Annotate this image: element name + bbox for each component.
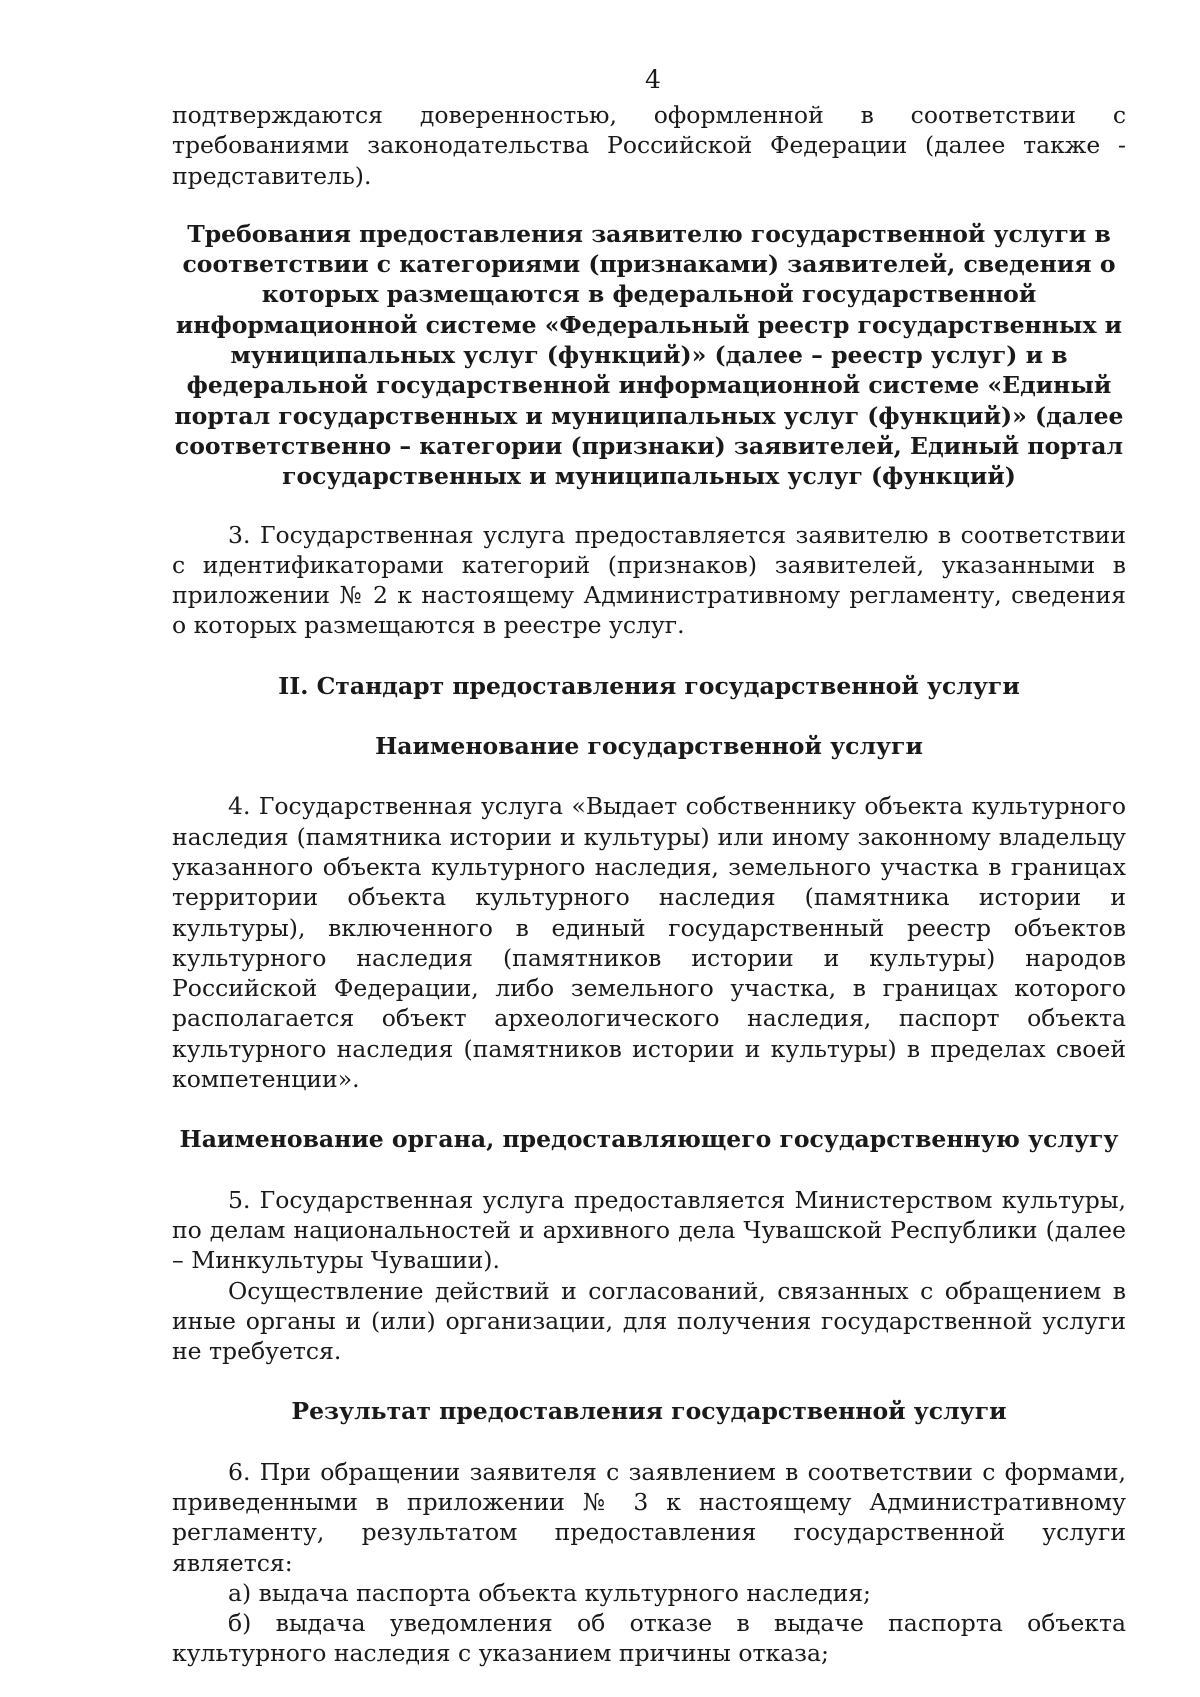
section-2-title: II. Стандарт предоставления государственной услуги bbox=[278, 671, 1020, 700]
spacer bbox=[172, 761, 1126, 791]
intro-paragraph: подтверждаются доверенностью, оформленной в соответствии с требованиями законодательства Российской Федерации (далее также - представитель). bbox=[172, 101, 1126, 190]
document-page bbox=[172, 60, 1126, 1669]
heading-result: Результат предоставления государственной услуги bbox=[291, 1397, 1007, 1426]
list-item-a: а) выдача паспорта объекта культурного наследия; bbox=[228, 1578, 871, 1607]
heading-requirements: Требования предоставления заявителю государственной услуги в соответствии с категориями (признаками) заявителей, сведения о которых размещаются в федеральной государственной информационной системе «Федеральный реестр государственных и муниципальных услуг (функций)» (далее – реестр услуг) и в федеральной государственной информационной системе «Единый портал государственных и муниципальных услуг (функций)» (далее соответственно – категории (признаки) заявителей, Единый портал государственных и муниципальных услуг (функций) bbox=[174, 219, 1124, 491]
paragraph-4: 4. Государственная услуга «Выдает собственнику объекта культурного наследия (памятника истории и культуры) или иному законному владельцу указанного объекта культурного наследия, земельного участка в границах территории объекта культурного наследия (памятника истории и культуры), включенного в единый государственный реестр объектов культурного наследия (памятников истории и культуры) народов Российской Федерации, либо земельного участка, в границах которого располагается объект археологического наследия, паспорт объекта культурного наследия (памятников истории и культуры) в пределах своей компетенции». bbox=[172, 792, 1126, 1094]
spacer bbox=[172, 1427, 1126, 1457]
spacer bbox=[172, 641, 1126, 671]
spacer bbox=[172, 701, 1126, 731]
paragraph-5-extra: Осуществление действий и согласований, связанных с обращением в иные органы и (или) организации, для получения государственной услуги не требуется. bbox=[172, 1276, 1126, 1366]
paragraph-5: 5. Государственная услуга предоставляется Министерством культуры, по делам национальностей и архивного дела Чувашской Республики (далее – Минкультуры Чувашии). bbox=[172, 1185, 1126, 1275]
spacer bbox=[172, 492, 1126, 520]
spacer bbox=[172, 1366, 1126, 1396]
list-item-b: б) выдача уведомления об отказе в выдаче паспорта объекта культурного наследия с указанием причины отказа; bbox=[172, 1609, 1126, 1668]
heading-authority: Наименование органа, предоставляющего государственную услугу bbox=[179, 1125, 1119, 1154]
paragraph-6: 6. При обращении заявителя с заявлением в соответствии с формами, приведенными в приложении № 3 к настоящему Административному регламенту, результатом предоставления государственной услуги является: bbox=[172, 1457, 1126, 1577]
page-number: 4 bbox=[645, 65, 661, 94]
paragraph-3: 3. Государственная услуга предоставляется заявителю в соответствии с идентификаторами категорий (признаков) заявителей, указанными в приложении № 2 к настоящему Административному регламенту, сведения о которых размещаются в реестре услуг. bbox=[172, 520, 1126, 640]
spacer bbox=[172, 1094, 1126, 1124]
heading-service-name: Наименование государственной услуги bbox=[375, 732, 923, 761]
spacer bbox=[172, 191, 1126, 219]
spacer bbox=[172, 1155, 1126, 1185]
